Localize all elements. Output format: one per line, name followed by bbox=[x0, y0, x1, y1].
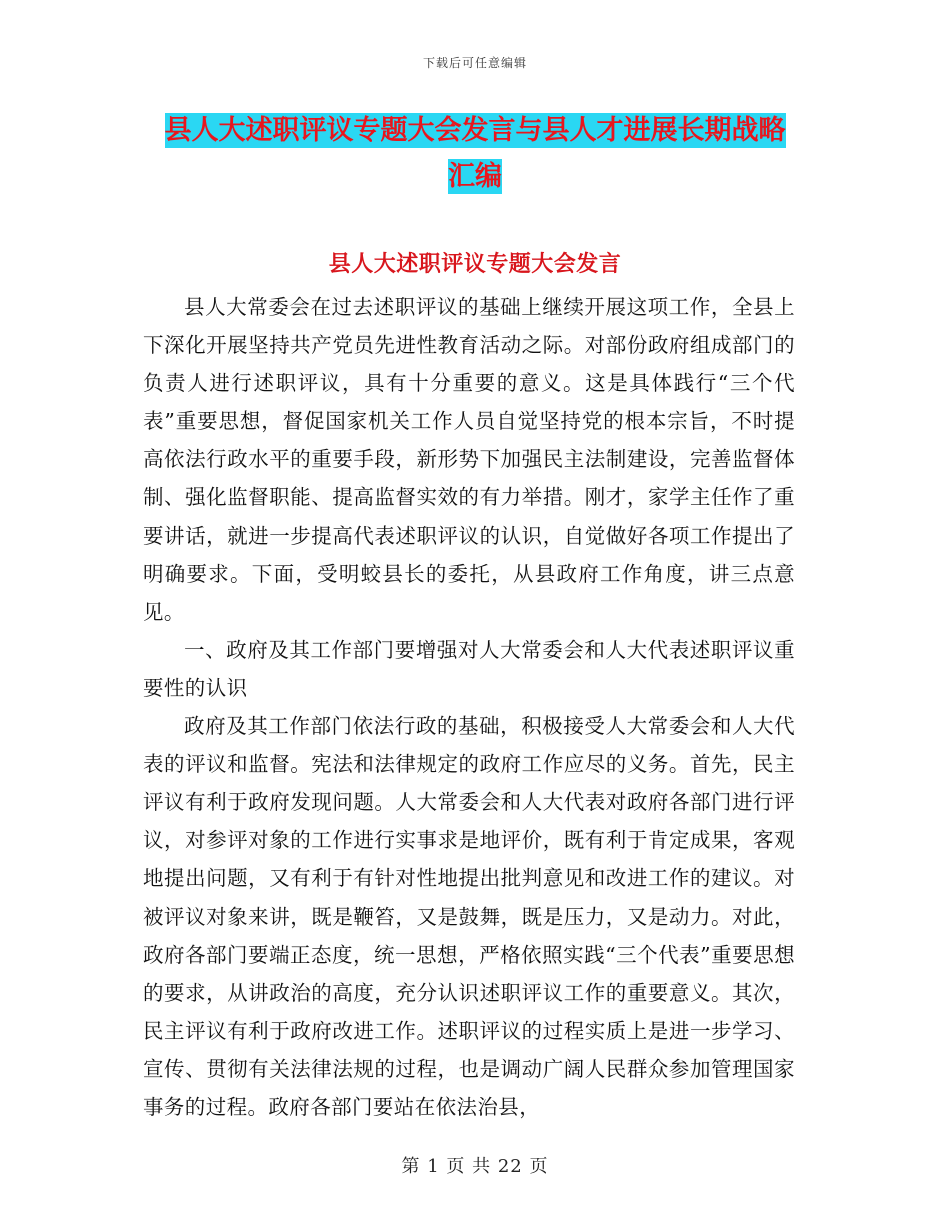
document-title-line-2: 汇编 bbox=[448, 161, 502, 192]
paragraph: 政府及其工作部门依法行政的基础，积极接受人大常委会和人大代表的评议和监督。宪法和法律规定的政府工作应尽的义务。首先，民主评议有利于政府发现问题。人大常委会和人大代表对政府各部门进行评议，对参评对象的工作进行实事求是地评价，既有利于肯定成果，客观地提出问题，又有利于有针对性地提出批判意见和改进工作的建议。对被评议对象来讲，既是鞭笞，又是鼓舞，既是压力，又是动力。对此，政府各部门要端正态度，统一思想，严格依照实践“三个代表”重要思想的要求，从讲政治的高度，充分认识述职评议工作的重要意义。其次，民主评议有利于政府改进工作。述职评议的过程实质上是进一步学习、宣传、贯彻有关法律法规的过程，也是调动广阔人民群众参加管理国家事务的过程。政府各部门要站在依法治县， bbox=[143, 714, 795, 1119]
document-title bbox=[140, 108, 810, 200]
page-number-footer: 第 1 页 共 22 页 bbox=[401, 1156, 549, 1177]
paragraph: 县人大常委会在过去述职评议的基础上继续开展这项工作，全县上下深化开展坚持共产党员先进性教育活动之际。对部份政府组成部门的负责人进行述职评议，具有十分重要的意义。这是具体践行“三个代表”重要思想，督促国家机关工作人员自觉坚持党的根本宗旨，不时提高依法行政水平的重要手段，新形势下加强民主法制建设，完善监督体制、强化监督职能、提高监督实效的有力举措。刚才，家学主任作了重要讲话，就进一步提高代表述职评议的认识，自觉做好各项工作提出了明确要求。下面，受明蛟县长的委托，从县政府工作角度，讲三点意见。 bbox=[143, 295, 795, 624]
header-note: 下载后可任意编辑 bbox=[422, 56, 527, 70]
section-title: 县人大述职评议专题大会发言 bbox=[328, 251, 622, 277]
paragraph: 一、政府及其工作部门要增强对人大常委会和人大代表述职评议重要性的认识 bbox=[143, 637, 795, 700]
document-title-line-1: 县人大述职评议专题大会发言与县人才进展长期战略 bbox=[164, 115, 786, 146]
body-text bbox=[143, 288, 795, 1126]
